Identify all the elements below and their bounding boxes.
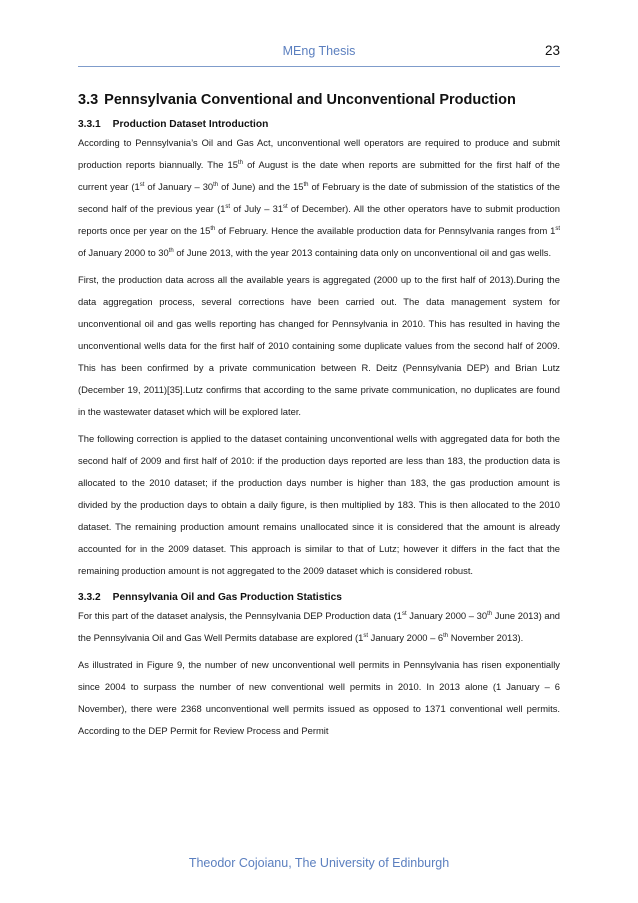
page-body — [78, 92, 560, 747]
paragraph-3: The following correction is applied to the dataset containing unconventional wells with aggregated data for both the second half of 2009 and first half of 2010: if the production days reported are less than 183, the production data is allocated to the 2010 dataset; if the production days number is higher than 183, the gas production amount is divided by the production days to obtain a daily figure, is then multiplied by 183. This is then allocated to the 2010 dataset. The remaining production amount remains unallocated since it is considered that the amount is already accounted for in the 2009 dataset. This approach is similar to that of Lutz; however it differs in the fact that the remaining production amount is not aggregated to the 2009 dataset which is considered robust. — [78, 433, 560, 576]
paragraph-4: For this part of the dataset analysis, the Pennsylvania DEP Production data (1st January 2000 – 30th June 2013) and the Pennsylvania Oil and Gas Well Permits database are explored (1st January 2000 – 6th November 2013). — [78, 610, 561, 643]
paragraph-1: According to Pennsylvania’s Oil and Gas Act, unconventional well operators are required to produce and submit production reports biannually. The 15th of August is the date when reports are submitted for the first half of the current year (1st of January – 30th of June) and the 15th of February is the date of submission of the statistics of the second half of the previous year (1st of July – 31st of December). All the other operators have to submit production reports once per year on the 15th of February. Hence the available production data for Pennsylvania ranges from 1st of January 2000 to 30th of June 2013, with the year 2013 containing data only on unconventional oil and gas wells. — [78, 137, 561, 258]
header-divider — [78, 66, 560, 67]
subsection-number: 3.3.2 — [78, 592, 101, 603]
subsection-heading-1 — [78, 118, 560, 132]
section-title: Pennsylvania Conventional and Unconventional Production — [104, 92, 516, 108]
page-header — [78, 44, 560, 66]
section-number: 3.3 — [78, 92, 99, 108]
subsection-heading-2 — [78, 591, 560, 605]
page-number: 23 — [544, 43, 560, 58]
subsection-title: Pennsylvania Oil and Gas Production Statistics — [112, 592, 342, 603]
paragraph-5: As illustrated in Figure 9, the number of new unconventional well permits in Pennsylvania has risen exponentially since 2004 to surpass the number of new conventional well permits in 2010. In 2013 alone (1 January – 6 November), there were 2368 unconventional well permits issued as opposed to 1371 conventional well permits. According to the DEP Permit for Review Process and Permit — [78, 659, 560, 736]
paragraph-2: First, the production data across all the available years is aggregated (2000 up to the first half of 2013).During the data aggregation process, several corrections have been carried out. The data management system for unconventional oil and gas wells reporting has changed for Pennsylvania in 2010. This has resulted in having the unconventional wells data for the first half of 2010 containing some duplicate values from the second half of 2009. This has been confirmed by a private communication between R. Deitz (Pennsylvania DEP) and Brian Lutz (December 19, 2011)[35].Lutz confirms that according to the same private communication, no duplicates are found in the wastewater dataset which will be explored later. — [78, 274, 560, 417]
subsection-number: 3.3.1 — [78, 119, 101, 130]
subsection-title: Production Dataset Introduction — [112, 119, 269, 130]
section-heading — [78, 92, 560, 108]
running-header-title: MEng Thesis — [282, 44, 356, 58]
page-footer: Theodor Cojoianu, The University of Edinburgh — [188, 856, 450, 870]
